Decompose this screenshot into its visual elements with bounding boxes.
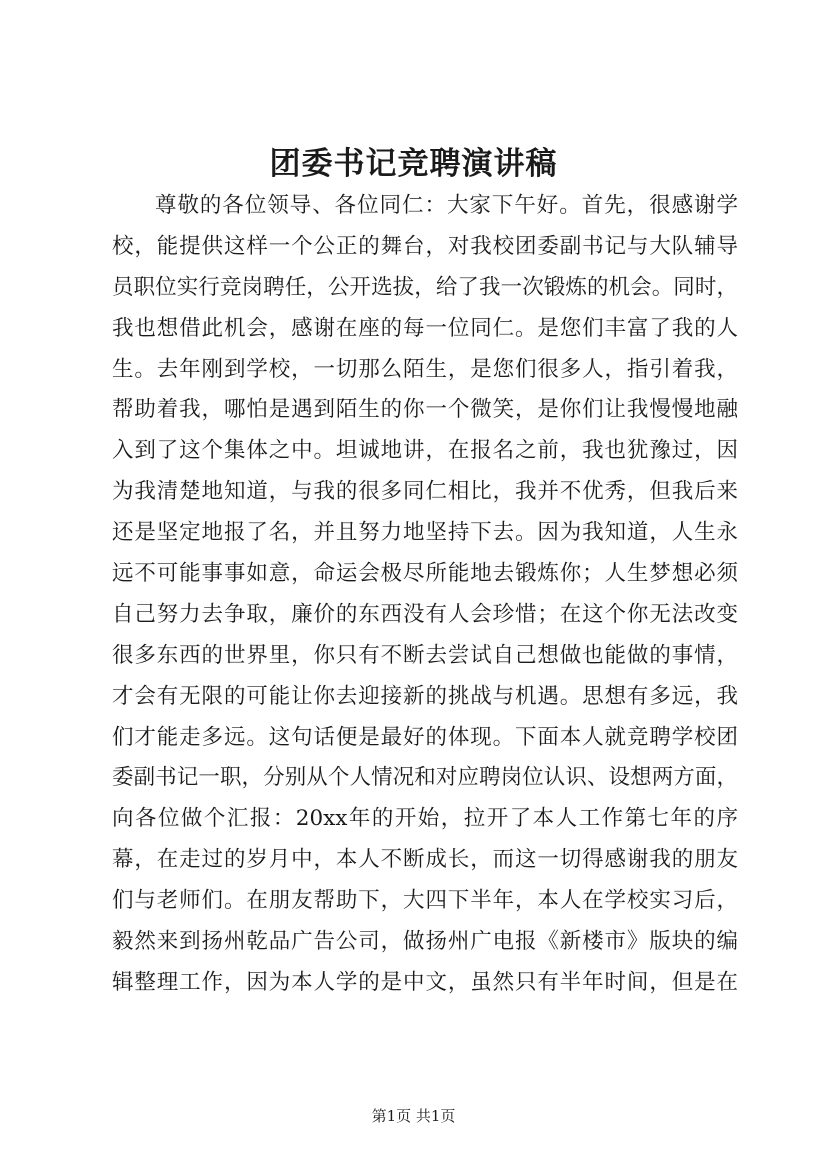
body-line: 自己努力去争取，廉价的东西没有人会珍惜；在这个你无法改变	[112, 601, 738, 627]
body-line: 生。去年刚到学校，一切那么陌生，是您们很多人，指引着我，	[112, 356, 738, 382]
body-line: 向各位做个汇报：20xx年的开始，拉开了本人工作第七年的序	[112, 806, 738, 832]
body-line: 帮助着我，哪怕是遇到陌生的你一个微笑，是你们让我慢慢地融	[112, 397, 738, 423]
body-line: 辑整理工作，因为本人学的是中文，虽然只有半年时间，但是在	[112, 969, 738, 995]
page-footer	[0, 1106, 827, 1126]
body-line: 委副书记一职，分别从个人情况和对应聘岗位认识、设想两方面，	[112, 765, 738, 791]
body-line: 员职位实行竞岗聘任，公开选拔，给了我一次锻炼的机会。同时，	[112, 274, 738, 300]
body-line: 们与老师们。在朋友帮助下，大四下半年，本人在学校实习后，	[112, 888, 738, 914]
page-number-label: 第1页 共1页	[371, 1107, 456, 1125]
body-line: 尊敬的各位领导、各位同仁：大家下午好。首先，很感谢学	[155, 193, 738, 218]
body-line: 校，能提供这样一个公正的舞台，对我校团委副书记与大队辅导	[112, 233, 738, 259]
body-line: 为我清楚地知道，与我的很多同仁相比，我并不优秀，但我后来	[112, 479, 738, 505]
body-line: 我也想借此机会，感谢在座的每一位同仁。是您们丰富了我的人	[112, 315, 738, 341]
document-body	[112, 186, 738, 1004]
body-line: 们才能走多远。这句话便是最好的体现。下面本人就竞聘学校团	[112, 724, 738, 750]
body-line: 还是坚定地报了名，并且努力地坚持下去。因为我知道，人生永	[112, 520, 738, 546]
body-line: 远不可能事事如意，命运会极尽所能地去锻炼你；人生梦想必须	[112, 561, 738, 587]
body-line: 入到了这个集体之中。坦诚地讲，在报名之前，我也犹豫过，因	[112, 438, 738, 464]
body-line: 幕，在走过的岁月中，本人不断成长，而这一切得感谢我的朋友	[112, 847, 738, 873]
body-line: 才会有无限的可能让你去迎接新的挑战与机遇。思想有多远，我	[112, 683, 738, 709]
body-line: 毅然来到扬州乾品广告公司，做扬州广电报《新楼市》版块的编	[112, 929, 738, 955]
document-title: 团委书记竞聘演讲稿	[269, 146, 558, 182]
body-line: 很多东西的世界里，你只有不断去尝试自己想做也能做的事情，	[112, 642, 738, 668]
